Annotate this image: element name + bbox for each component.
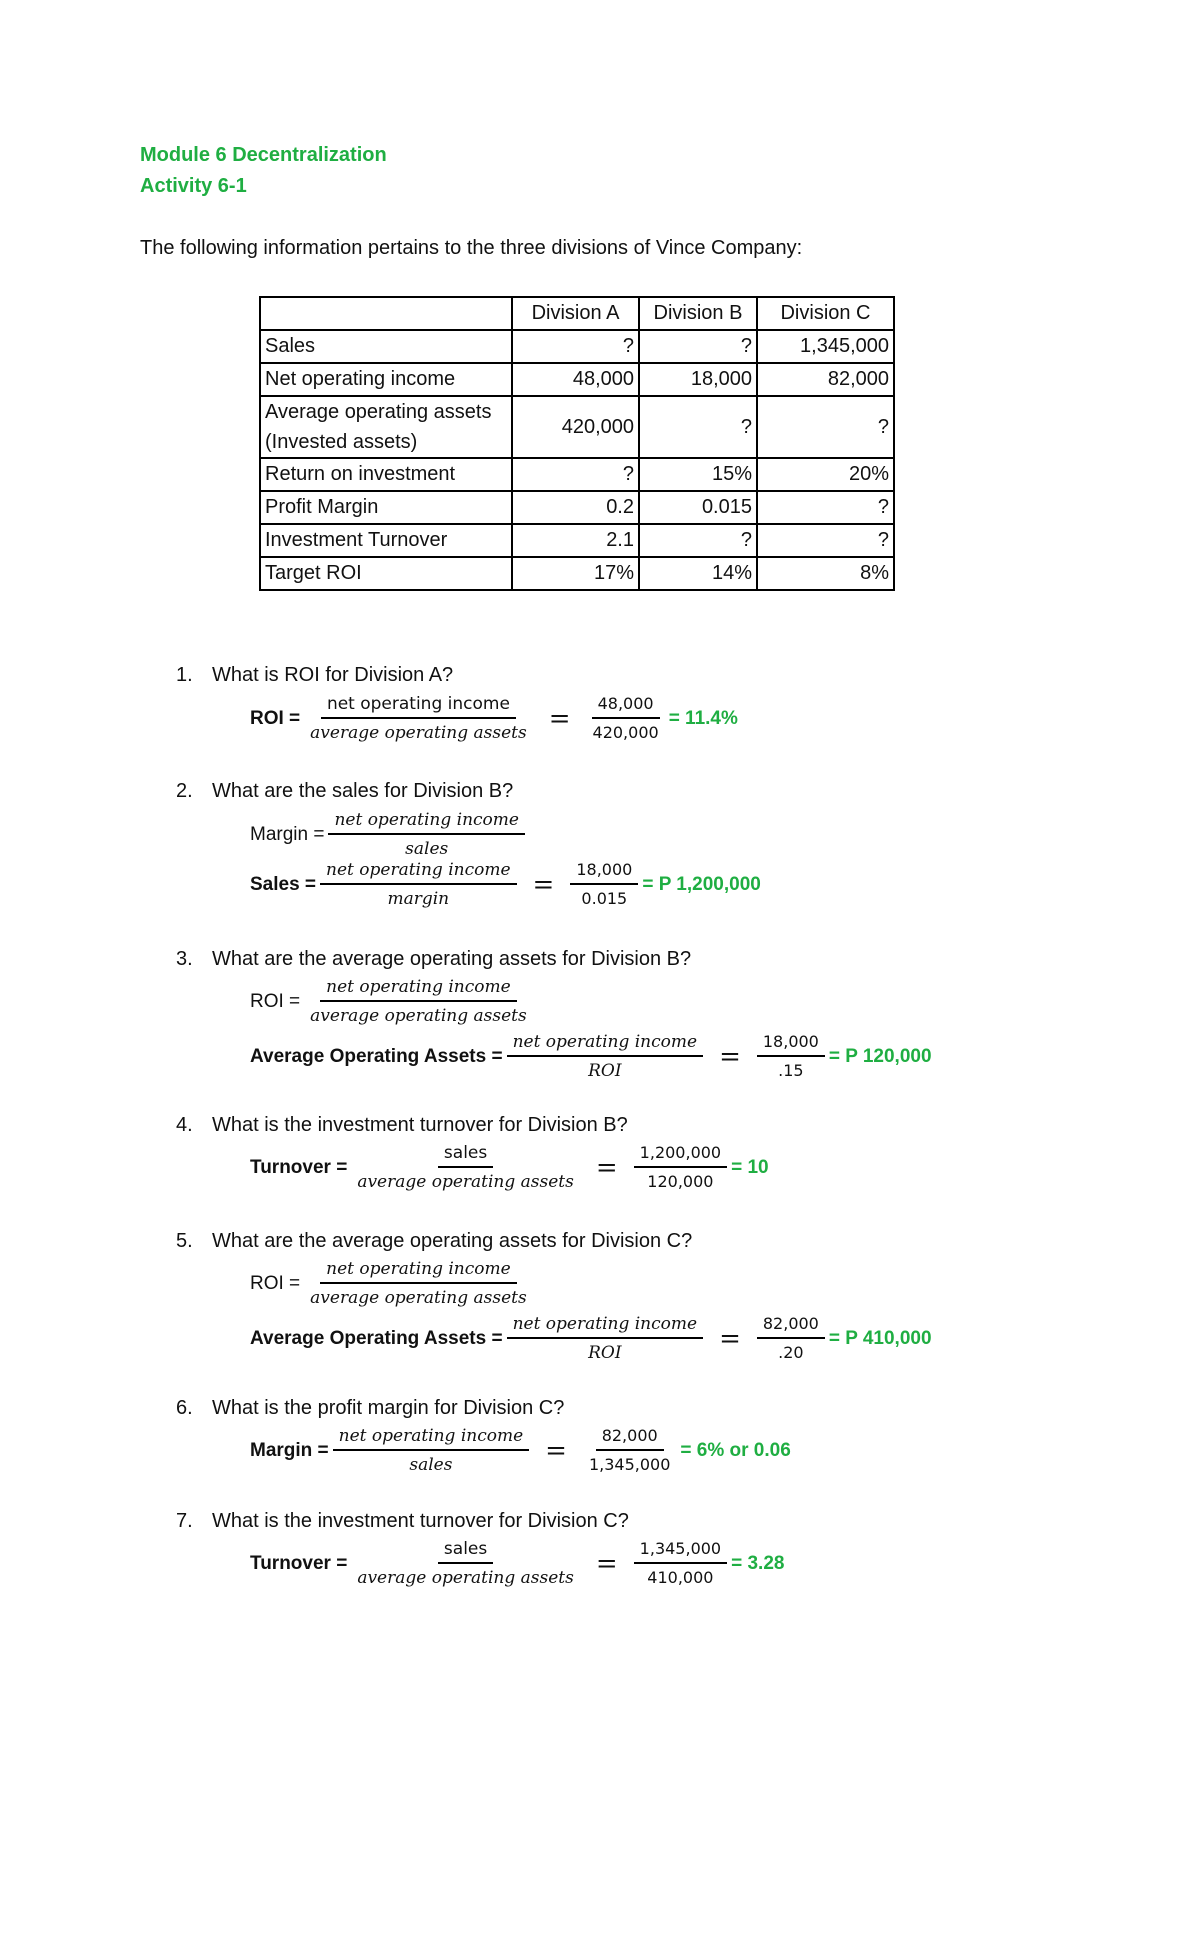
fraction-numerator: 18,000 [570, 858, 638, 885]
formula-fraction [304, 1257, 533, 1310]
equals-sign: = [719, 1041, 741, 1072]
equation-roi-a [250, 692, 738, 745]
fraction-denominator: 120,000 [647, 1172, 714, 1191]
fraction-denominator: sales [409, 1455, 453, 1475]
fraction-denominator: average operating assets [357, 1568, 574, 1588]
table-cell: 82,000 [757, 363, 894, 396]
equation-lhs: Turnover = [250, 1552, 348, 1574]
question-text: What are the average operating assets for Division B? [212, 948, 692, 970]
table-cell: 15% [639, 458, 757, 491]
intro-text: The following information pertains to the three divisions of Vince Company: [140, 237, 803, 259]
equation-lhs: Margin = [250, 823, 325, 845]
fraction-numerator: 48,000 [592, 692, 660, 719]
fraction-denominator: average operating assets [310, 1006, 527, 1026]
table-cell: 0.2 [512, 491, 639, 524]
fraction-numerator: 1,345,000 [634, 1537, 727, 1564]
equals-sign: = [548, 703, 571, 734]
question-number: 1. [176, 664, 193, 686]
answer: = 10 [731, 1156, 769, 1178]
fraction-numerator: net operating income [328, 808, 525, 835]
table-cell: 420,000 [512, 396, 639, 458]
table-row [260, 363, 894, 396]
row-label: Sales [260, 330, 512, 363]
question-text: What is the investment turnover for Division C? [212, 1510, 629, 1532]
equation-assets-b [250, 1030, 932, 1083]
equals-sign: = [532, 869, 555, 900]
equals-sign: = [719, 1323, 741, 1354]
fraction-numerator: net operating income [333, 1424, 530, 1451]
answer: = P 1,200,000 [642, 873, 761, 895]
equals-sign: = [545, 1435, 567, 1466]
question-2 [176, 780, 513, 803]
question-text: What is the investment turnover for Division B? [212, 1114, 628, 1136]
table-header-row [260, 297, 894, 330]
question-5 [176, 1230, 692, 1253]
fraction-numerator: net operating income [507, 1030, 704, 1057]
fraction-denominator: average operating assets [357, 1172, 574, 1192]
question-7 [176, 1510, 629, 1533]
equation-lhs: Turnover = [250, 1156, 348, 1178]
value-fraction [583, 1424, 676, 1477]
fraction-denominator: 1,345,000 [588, 1455, 671, 1474]
fraction-numerator: 18,000 [757, 1030, 825, 1057]
row-label: Investment Turnover [260, 524, 512, 557]
fraction-numerator: 82,000 [596, 1424, 664, 1451]
answer: = 6% or 0.06 [680, 1439, 791, 1461]
table-row [260, 524, 894, 557]
question-6 [176, 1397, 564, 1420]
value-fraction [757, 1030, 825, 1083]
fraction-denominator: 0.015 [581, 889, 628, 908]
table-cell: 8% [757, 557, 894, 590]
formula-fraction [333, 1424, 530, 1477]
table-cell: ? [757, 524, 894, 557]
row-label: Target ROI [260, 557, 512, 590]
module-title: Module 6 Decentralization [140, 144, 387, 166]
row-label: Profit Margin [260, 491, 512, 524]
fraction-numerator: net operating income [320, 1257, 517, 1284]
equation-lhs: ROI = [250, 990, 301, 1012]
equation-lhs: Sales = [250, 873, 317, 895]
row-label: Net operating income [260, 363, 512, 396]
equation-margin-c [250, 1424, 791, 1477]
activity-title: Activity 6-1 [140, 175, 247, 197]
fraction-denominator: 420,000 [592, 723, 659, 742]
table-cell: 17% [512, 557, 639, 590]
fraction-denominator: 410,000 [647, 1568, 714, 1587]
fraction-denominator: .20 [778, 1343, 804, 1362]
equation-lhs: Average Operating Assets = [250, 1327, 503, 1349]
fraction-denominator: average operating assets [310, 1288, 527, 1308]
table-row [260, 491, 894, 524]
answer: = P 120,000 [828, 1045, 932, 1067]
value-fraction [570, 858, 638, 911]
table-cell: ? [639, 396, 757, 458]
equation-assets-c [250, 1312, 932, 1365]
equation-turnover-b [250, 1141, 769, 1194]
fraction-numerator: net operating income [320, 858, 517, 885]
table-row [260, 458, 894, 491]
question-number: 3. [176, 948, 193, 970]
question-1 [176, 664, 453, 687]
formula-fraction [351, 1141, 580, 1194]
question-number: 6. [176, 1397, 193, 1419]
row-label [260, 396, 512, 458]
table-cell: 2.1 [512, 524, 639, 557]
question-4 [176, 1114, 628, 1137]
column-header: Division B [639, 297, 757, 330]
answer: = P 410,000 [828, 1327, 932, 1349]
equation-lhs: ROI = [250, 1272, 301, 1294]
formula-fraction [320, 858, 517, 911]
table-cell: ? [512, 330, 639, 363]
question-number: 7. [176, 1510, 193, 1532]
fraction-numerator: net operating income [320, 975, 517, 1002]
row-label-line1: Average operating assets [265, 401, 492, 423]
equation-margin-def [250, 808, 525, 861]
divisions-table [259, 296, 895, 591]
answer: = 3.28 [731, 1552, 785, 1574]
fraction-numerator: 1,200,000 [634, 1141, 727, 1168]
equals-sign: = [595, 1152, 618, 1183]
table-cell: 20% [757, 458, 894, 491]
formula-fraction [328, 808, 525, 861]
fraction-denominator: average operating assets [310, 723, 527, 743]
row-label-line2: (Invested assets) [265, 431, 418, 453]
table-cell: ? [639, 524, 757, 557]
question-text: What is ROI for Division A? [212, 664, 454, 686]
formula-fraction [304, 975, 533, 1028]
equation-lhs: ROI = [250, 707, 301, 729]
value-fraction [634, 1537, 727, 1590]
question-number: 5. [176, 1230, 193, 1252]
table-row [260, 557, 894, 590]
fraction-numerator: 82,000 [757, 1312, 825, 1339]
equals-sign: = [595, 1548, 618, 1579]
equation-turnover-c [250, 1537, 784, 1590]
fraction-numerator: net operating income [507, 1312, 704, 1339]
value-fraction [757, 1312, 825, 1365]
fraction-numerator: sales [438, 1537, 493, 1564]
formula-fraction [351, 1537, 580, 1590]
formula-fraction [507, 1312, 704, 1365]
equation-roi-def-c [250, 1257, 533, 1310]
equation-lhs: Average Operating Assets = [250, 1045, 503, 1067]
fraction-numerator: sales [438, 1141, 493, 1168]
question-text: What is the profit margin for Division C? [212, 1397, 565, 1419]
value-fraction [587, 692, 665, 745]
fraction-denominator: sales [405, 839, 449, 859]
table-cell: ? [512, 458, 639, 491]
table-cell: 48,000 [512, 363, 639, 396]
table-row [260, 396, 894, 458]
question-text: What are the average operating assets for Division C? [212, 1230, 693, 1252]
table-corner-cell [260, 297, 512, 330]
table-cell: 1,345,000 [757, 330, 894, 363]
question-number: 4. [176, 1114, 193, 1136]
fraction-denominator: ROI [588, 1343, 622, 1363]
fraction-denominator: .15 [778, 1061, 804, 1080]
question-3 [176, 948, 691, 971]
column-header: Division A [512, 297, 639, 330]
equation-roi-def [250, 975, 533, 1028]
table-cell: ? [639, 330, 757, 363]
equation-lhs: Margin = [250, 1439, 329, 1461]
column-header: Division C [757, 297, 894, 330]
value-fraction [634, 1141, 727, 1194]
table-cell: ? [757, 396, 894, 458]
question-number: 2. [176, 780, 193, 802]
formula-fraction [507, 1030, 704, 1083]
equation-sales-b [250, 858, 761, 911]
table-cell: 18,000 [639, 363, 757, 396]
fraction-numerator: net operating income [321, 692, 516, 719]
table-cell: ? [757, 491, 894, 524]
table-cell: 0.015 [639, 491, 757, 524]
table-row [260, 330, 894, 363]
question-text: What are the sales for Division B? [212, 780, 514, 802]
fraction-denominator: margin [387, 889, 450, 909]
answer: = 11.4% [668, 707, 738, 729]
formula-fraction [304, 692, 533, 745]
row-label: Return on investment [260, 458, 512, 491]
table-cell: 14% [639, 557, 757, 590]
fraction-denominator: ROI [588, 1061, 622, 1081]
